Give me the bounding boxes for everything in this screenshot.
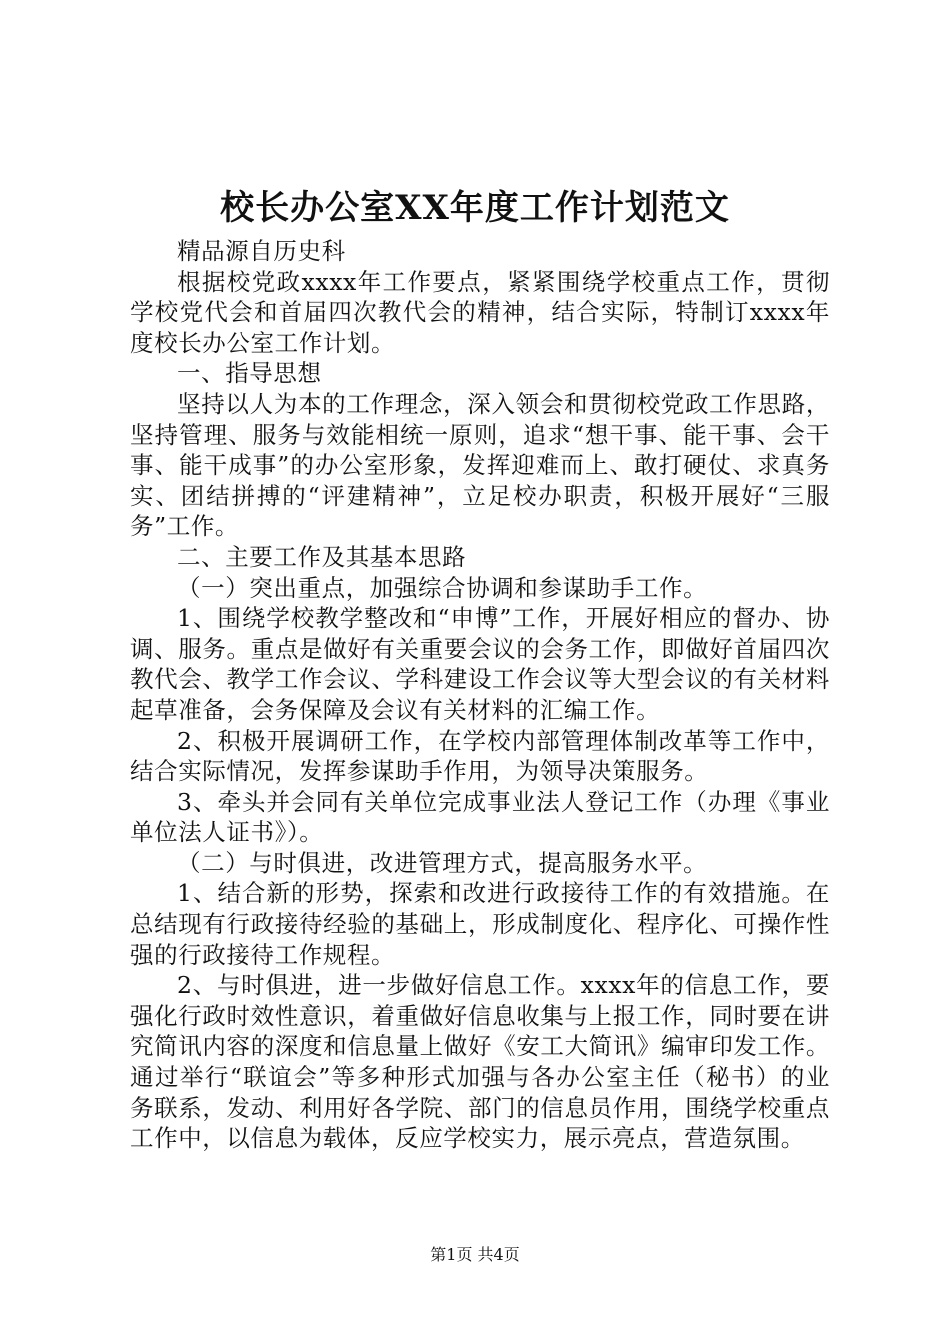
guiding-thought-paragraph: 坚持以人为本的工作理念，深入领会和贯彻校党政工作思路，坚持管理、服务与效能相统一原则，追求“想干事、能干事、会干事、能干成事”的办公室形象，发挥迎难而上、敢打硬仗、求真务实、团结拼搏的“评建精神”，立足校办职责，积极开展好“三服务”工作。 xyxy=(130,389,830,541)
section-heading-guiding-thought: 一、指导思想 xyxy=(177,359,322,388)
intro-paragraph: 根据校党政xxxx年工作要点，紧紧围绕学校重点工作，贯彻学校党代会和首届四次教代会的精神，结合实际，特制订xxxx年度校长办公室工作计划。 xyxy=(130,267,830,357)
page-indicator: 第1页 共4页 xyxy=(430,1245,520,1264)
subsection-heading-1: （一）突出重点，加强综合协调和参谋助手工作。 xyxy=(177,573,708,602)
section-heading-main-work: 二、主要工作及其基本思路 xyxy=(177,542,467,571)
source-note: 精品源自历史科 xyxy=(177,237,346,265)
list-item-2-1: 1、结合新的形势，探索和改进行政接待工作的有效措施。在总结现有行政接待经验的基础上，形成制度化、程序化、可操作性强的行政接待工作规程。 xyxy=(130,879,830,969)
list-item-2-2: 2、与时俱进，进一步做好信息工作。xxxx年的信息工作，要强化行政时效性意识，着重做好信息收集与上报工作，同时要在讲究简讯内容的深度和信息量上做好《安工大简讯》编审印发工作。通过举行“联谊会”等多种形式加强与各办公室主任（秘书）的业务联系，发动、利用好各学院、部门的信息员作用，围绕学校重点工作中，以信息为载体，反应学校实力，展示亮点，营造氛围。 xyxy=(130,971,830,1153)
document-title: 校长办公室XX年度工作计划范文 xyxy=(220,188,730,228)
subsection-heading-2: （二）与时俱进，改进管理方式，提高服务水平。 xyxy=(177,848,708,877)
list-item-1-1: 1、围绕学校教学整改和“申博”工作，开展好相应的督办、协调、服务。重点是做好有关重要会议的会务工作，即做好首届四次教代会、教学工作会议、学科建设工作会议等大型会议的有关材料起草准备，会务保障及会议有关材料的汇编工作。 xyxy=(130,604,830,724)
list-item-1-3: 3、牵头并会同有关单位完成事业法人登记工作（办理《事业单位法人证书》）。 xyxy=(130,787,830,847)
list-item-1-2: 2、积极开展调研工作，在学校内部管理体制改革等工作中，结合实际情况，发挥参谋助手作用，为领导决策服务。 xyxy=(130,726,830,786)
document-body xyxy=(130,236,830,1154)
